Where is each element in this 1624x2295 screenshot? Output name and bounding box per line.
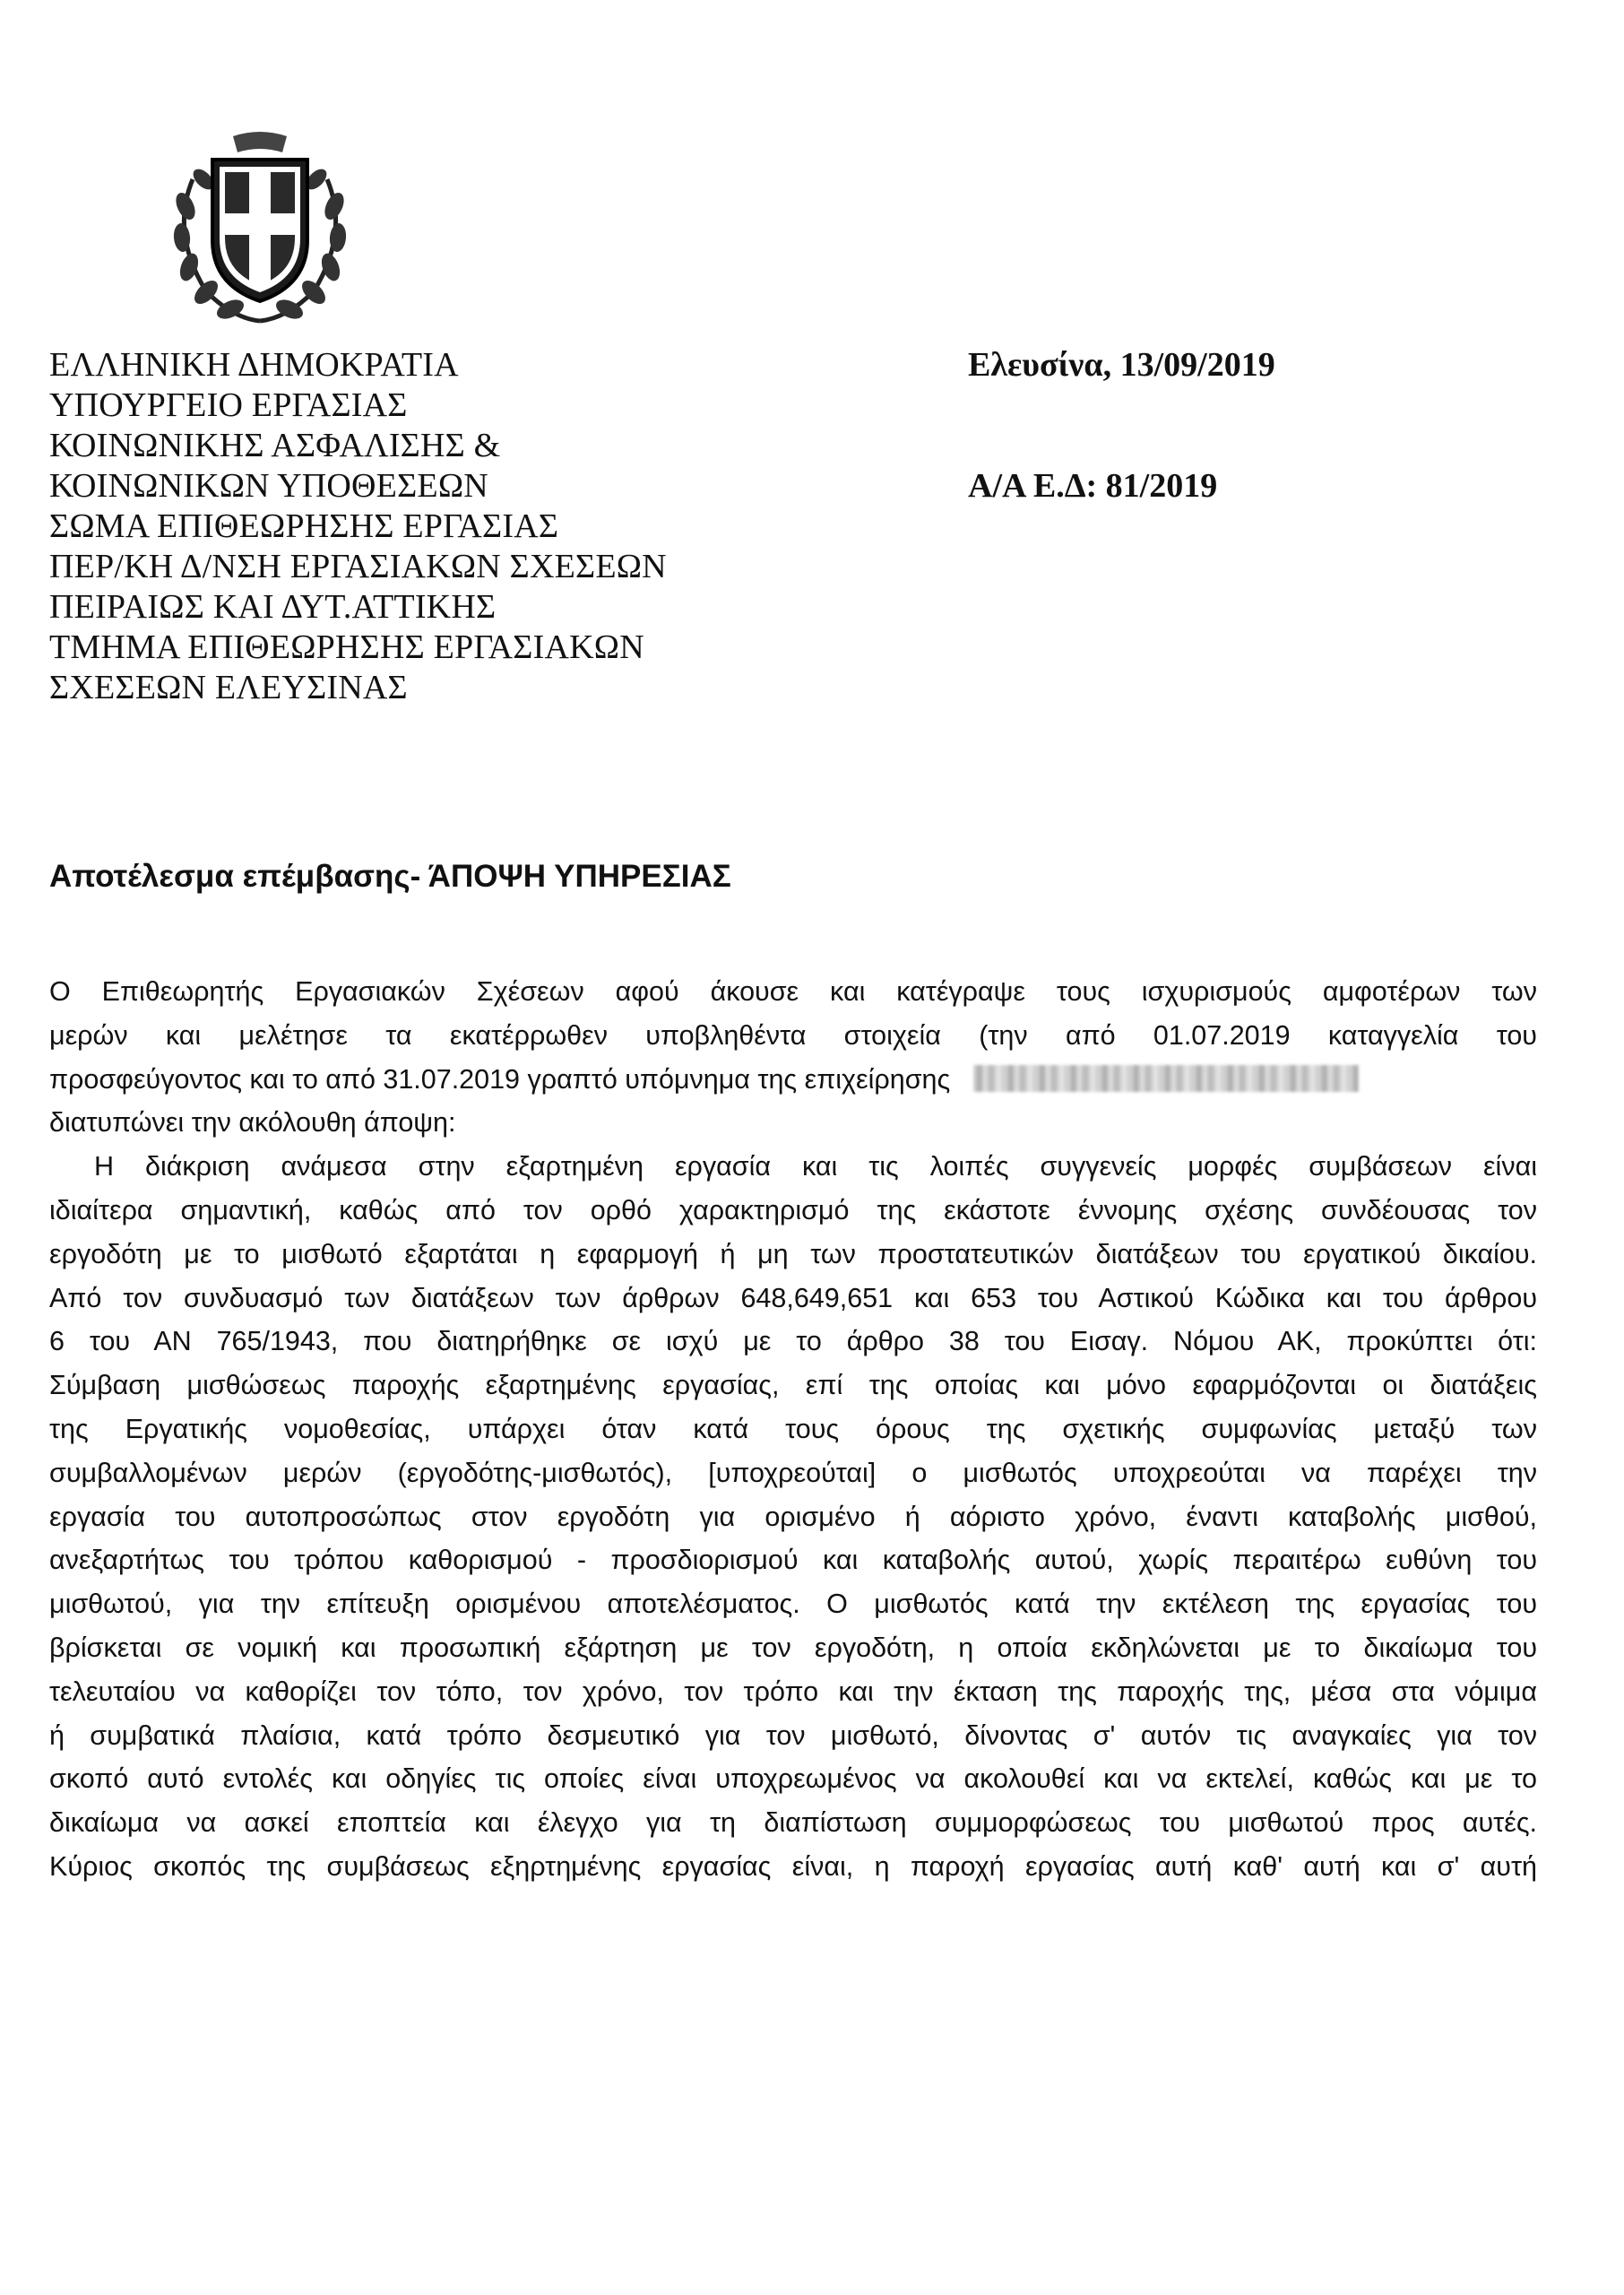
body-line: ανεξαρτήτως του τρόπου καθορισμού - προσδιορισμού και καταβολής αυτού, χωρίς περαιτέρω ευθύνη του xyxy=(49,1545,1537,1576)
body-line: εργοδότη με το μισθωτό εξαρτάται η εφαρμογή ή μη των προστατευτικών διατάξεων του εργατικού δικαίου. xyxy=(49,1238,1537,1269)
body-line: Ο Επιθεωρητής Εργασιακών Σχέσεων αφού άκουσε και κατέγραψε τους ισχυρισμούς αμφοτέρων των xyxy=(49,976,1537,1007)
body-line: Κύριος σκοπός της συμβάσεως εξηρτημένης εργασίας είναι, η παροχή εργασίας αυτή καθ' αυτή και σ' αυτή xyxy=(49,1850,1537,1882)
org-line-6: ΠΕΡ/ΚΗ Δ/ΝΣΗ ΕΡΓΑΣΙΑΚΩΝ ΣΧΕΣΕΩΝ xyxy=(49,548,667,585)
body-line: εργασία του αυτοπροσώπως στον εργοδότη για ορισμένο ή αόριστο χρόνο, έναντι καταβολής μισθού, xyxy=(49,1501,1537,1532)
org-line-3: ΚΟΙΝΩΝΙΚΗΣ ΑΣΦΑΛΙΣΗΣ & xyxy=(49,427,501,464)
body-line: Από τον συνδυασμό των διατάξεων των άρθρων 648,649,651 και 653 του Αστικού Κώδικα και του άρθρου xyxy=(49,1282,1537,1313)
body-line: βρίσκεται σε νομική και προσωπική εξάρτηση με τον εργοδότη, η οποία εκδηλώνεται με το δικαίωμα του xyxy=(49,1632,1537,1663)
redacted-company-name xyxy=(973,1065,1359,1092)
body-line: διατυπώνει την ακόλουθη άποψη: xyxy=(49,1107,456,1139)
body-line: τελευταίου να καθορίζει τον τόπο, τον χρόνο, τον τρόπο και την έκταση της παροχής της, μέσα στα νόμιμα xyxy=(49,1676,1537,1707)
org-line-4: ΚΟΙΝΩΝΙΚΩΝ ΥΠΟΘΕΣΕΩΝ xyxy=(49,467,488,505)
body-line: μερών και μελέτησε τα εκατέρρωθεν υποβληθέντα στοιχεία (την από 01.07.2019 καταγγελία του xyxy=(49,1019,1537,1051)
org-line-5: ΣΩΜΑ ΕΠΙΘΕΩΡΗΣΗΣ ΕΡΓΑΣΙΑΣ xyxy=(49,507,559,545)
body-line xyxy=(49,1058,1537,1102)
document-date: Ελευσίνα, 13/09/2019 xyxy=(968,346,1275,384)
body-line: συμβαλλομένων μερών (εργοδότης-μισθωτός), [υποχρεούται] ο μισθωτός υποχρεούται να παρέχει την xyxy=(49,1457,1537,1488)
body-line: ή συμβατικά πλαίσια, κατά τρόπο δεσμευτικό για τον μισθωτό, δίνοντας σ' αυτόν τις αναγκαίες για τον xyxy=(49,1719,1537,1751)
body-line: 6 του ΑΝ 765/1943, που διατηρήθηκε σε ισχύ με το άρθρο 38 του Εισαγ. Νόμου ΑΚ, προκύπτει ότι: xyxy=(49,1326,1537,1357)
section-title: Αποτέλεσμα επέμβασης- ΆΠΟΨΗ ΥΠΗΡΕΣΙΑΣ xyxy=(49,859,731,894)
greek-coat-of-arms-icon xyxy=(157,126,363,332)
body-line: Σύμβαση μισθώσεως παροχής εξαρτημένης εργασίας, επί της οποίας και μόνο εφαρμόζονται οι διατάξεις xyxy=(49,1370,1537,1401)
org-line-7: ΠΕΙΡΑΙΩΣ ΚΑΙ ΔΥΤ.ΑΤΤΙΚΗΣ xyxy=(49,588,497,626)
body-line: μισθωτού, για την επίτευξη ορισμένου αποτελέσματος. Ο μισθωτός κατά την εκτέλεση της εργασίας του xyxy=(49,1589,1537,1620)
body-line: Η διάκριση ανάμεσα στην εξαρτημένη εργασία και τις λοιπές συγγενείς μορφές συμβάσεων είναι xyxy=(94,1151,1537,1182)
issuing-authority-block xyxy=(49,345,667,708)
org-line-8: ΤΜΗΜΑ ΕΠΙΘΕΩΡΗΣΗΣ ΕΡΓΑΣΙΑΚΩΝ xyxy=(49,628,644,666)
body-line: δικαίωμα να ασκεί εποπτεία και έλεγχο για τη διαπίστωση συμμορφώσεως του μισθωτού προς αυτές. xyxy=(49,1807,1537,1839)
org-line-9: ΣΧΕΣΕΩΝ ΕΛΕΥΣΙΝΑΣ xyxy=(49,669,408,706)
body-line: ιδιαίτερα σημαντική, καθώς από τον ορθό χαρακτηρισμό της εκάστοτε έννομης σχέσης συνδέουσας τον xyxy=(49,1194,1537,1225)
body-line: της Εργατικής νομοθεσίας, υπάρχει όταν κατά τους όρους της σχετικής συμφωνίας μεταξύ των xyxy=(49,1413,1537,1444)
document-reference-number: Α/Α Ε.Δ: 81/2019 xyxy=(968,467,1218,505)
document-body xyxy=(49,970,1537,1889)
body-line: σκοπό αυτό εντολές και οδηγίες τις οποίες είναι υποχρεωμένος να ακολουθεί και να εκτελεί, καθώς και με το xyxy=(49,1763,1537,1795)
org-line-2: ΥΠΟΥΡΓΕΙΟ ΕΡΓΑΣΙΑΣ xyxy=(49,386,408,424)
body-line-text: προσφεύγοντος και το από 31.07.2019 γραπτό υπόμνημα της επιχείρησης xyxy=(49,1063,951,1095)
org-line-1: ΕΛΛΗΝΙΚΗ ΔΗΜΟΚΡΑΤΙΑ xyxy=(49,346,459,384)
